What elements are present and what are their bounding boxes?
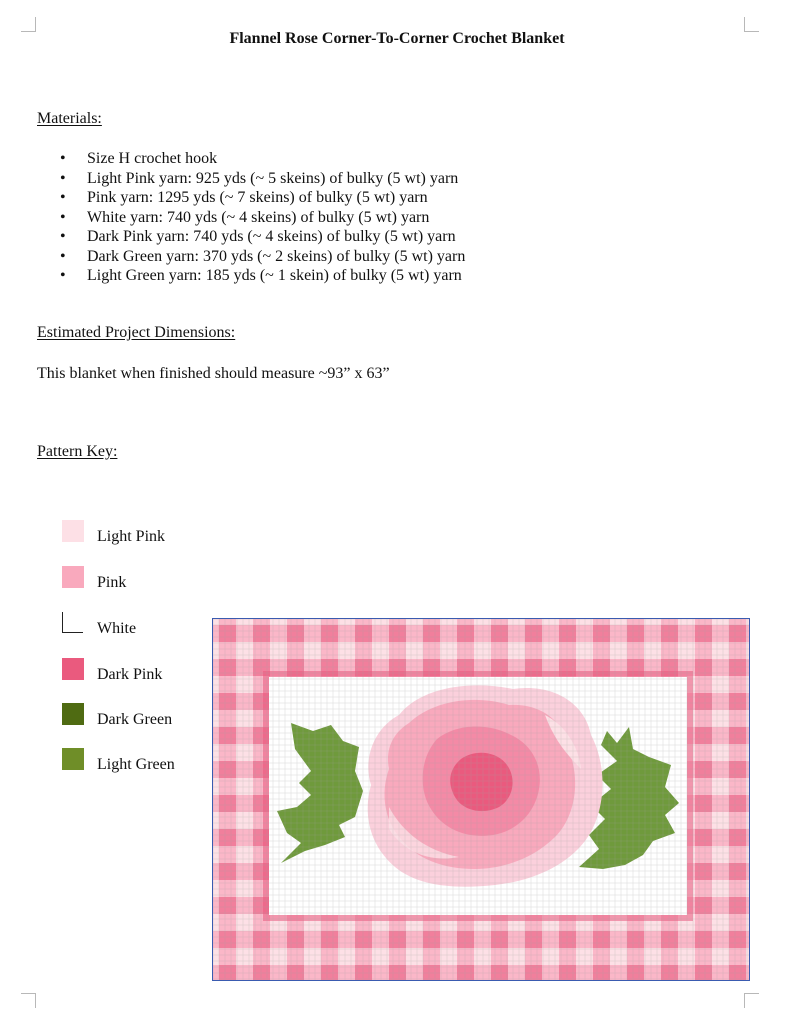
stitch-grid	[213, 619, 749, 980]
crop-mark-bottom-left	[21, 993, 36, 1008]
swatch-light-pink	[62, 520, 84, 542]
legend-item-light-green	[62, 748, 222, 772]
legend-label: Light Pink	[97, 528, 166, 545]
legend-label: Dark Green	[97, 711, 173, 728]
dimensions-heading: Estimated Project Dimensions:	[37, 324, 236, 341]
materials-item: • Dark Pink yarn: 740 yds (~ 4 skeins) of bulky (5 wt) yarn	[0, 227, 465, 247]
swatch-pink	[62, 566, 84, 588]
materials-item: • White yarn: 740 yds (~ 4 skeins) of bulky (5 wt) yarn	[0, 208, 465, 228]
document-title: Flannel Rose Corner-To-Corner Crochet Blanket	[229, 30, 565, 47]
pattern-chart	[212, 618, 750, 981]
legend-item-dark-pink	[62, 658, 222, 682]
crop-mark-bottom-right	[744, 993, 759, 1008]
legend-label: White	[97, 620, 137, 637]
materials-heading: Materials:	[37, 110, 102, 127]
pattern-key-heading: Pattern Key:	[37, 443, 118, 460]
materials-list	[0, 149, 465, 286]
materials-item: • Pink yarn: 1295 yds (~ 7 skeins) of bulky (5 wt) yarn	[0, 188, 465, 208]
materials-item: • Dark Green yarn: 370 yds (~ 2 skeins) of bulky (5 wt) yarn	[0, 247, 465, 267]
legend-label: Dark Pink	[97, 666, 163, 683]
swatch-white	[62, 612, 83, 633]
legend-item-light-pink	[62, 520, 222, 544]
dimensions-text: This blanket when finished should measure ~93” x 63”	[37, 365, 390, 382]
pattern-graphic	[213, 619, 749, 980]
legend-label: Light Green	[97, 756, 175, 773]
swatch-dark-pink	[62, 658, 84, 680]
legend-item-dark-green	[62, 703, 222, 727]
legend-label: Pink	[97, 574, 127, 591]
materials-item: • Light Pink yarn: 925 yds (~ 5 skeins) of bulky (5 wt) yarn	[0, 169, 465, 189]
legend-item-white	[62, 612, 222, 636]
materials-item: • Size H crochet hook	[0, 149, 465, 169]
legend-item-pink	[62, 566, 222, 590]
swatch-dark-green	[62, 703, 84, 725]
swatch-light-green	[62, 748, 84, 770]
materials-item: • Light Green yarn: 185 yds (~ 1 skein) of bulky (5 wt) yarn	[0, 266, 465, 286]
